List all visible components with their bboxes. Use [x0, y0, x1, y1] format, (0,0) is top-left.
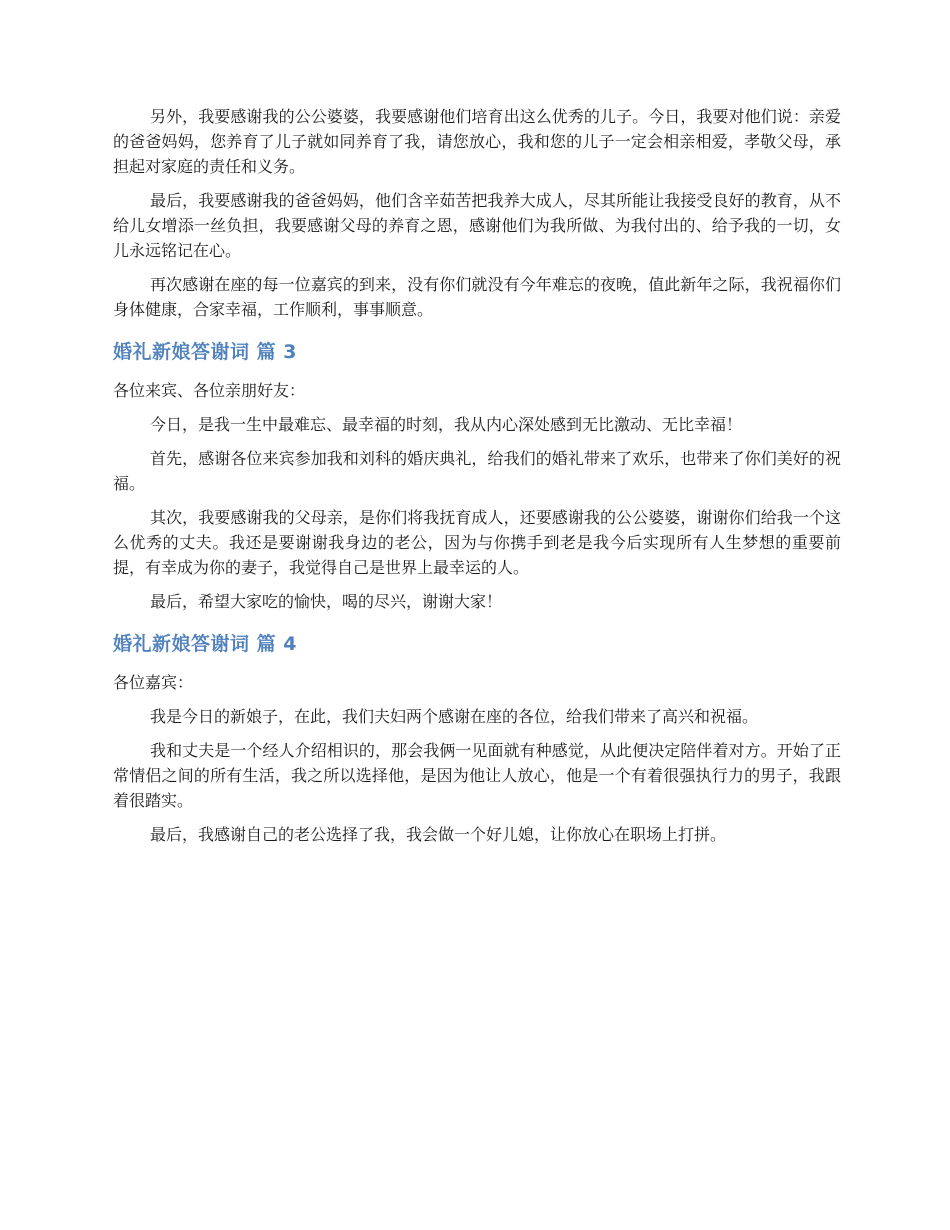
body-paragraph: 其次，我要感谢我的父母亲，是你们将我抚育成人，还要感谢我的公公婆婆，谢谢你们给我一个这么优秀的丈夫。我还是要谢谢我身边的老公，因为与你携手到老是我今后实现所有人生梦想的重要前提，有幸成为你的妻子，我觉得自己是世界上最幸运的人。 — [113, 508, 841, 577]
section-heading-4: 婚礼新娘答谢词 篇 4 — [113, 633, 297, 655]
body-paragraph: 我和丈夫是一个经人介绍相识的，那会我俩一见面就有种感觉，从此便决定陪伴着对方。开始了正常情侣之间的所有生活，我之所以选择他，是因为他让人放心，他是一个有着很强执行力的男子，我跟着很踏实。 — [113, 741, 841, 810]
body-paragraph: 最后，希望大家吃的愉快，喝的尽兴，谢谢大家！ — [150, 592, 503, 611]
body-paragraph: 首先，感谢各位来宾参加我和刘科的婚庆典礼，给我们的婚礼带来了欢乐，也带来了你们美好的祝福。 — [113, 449, 841, 493]
document-page — [113, 104, 841, 847]
body-paragraph: 今日，是我一生中最难忘、最幸福的时刻，我从内心深处感到无比激动、无比幸福！ — [150, 415, 743, 434]
body-paragraph: 最后，我感谢自己的老公选择了我，我会做一个好儿媳，让你放心在职场上打拼。 — [150, 825, 727, 844]
salutation: 各位嘉宾： — [113, 673, 194, 692]
salutation: 各位来宾、各位亲朋好友： — [113, 381, 306, 400]
body-paragraph: 再次感谢在座的每一位嘉宾的到来，没有你们就没有今年难忘的夜晚，值此新年之际，我祝福你们身体健康，合家幸福，工作顺利，事事顺意。 — [113, 275, 841, 319]
body-paragraph: 最后，我要感谢我的爸爸妈妈，他们含辛茹苦把我养大成人，尽其所能让我接受良好的教育，从不给儿女增添一丝负担，我要感谢父母的养育之恩，感谢他们为我所做、为我付出的、给予我的一切，女儿永远铭记在心。 — [113, 191, 841, 260]
body-paragraph: 我是今日的新娘子，在此，我们夫妇两个感谢在座的各位，给我们带来了高兴和祝福。 — [150, 707, 759, 726]
body-paragraph: 另外，我要感谢我的公公婆婆，我要感谢他们培育出这么优秀的儿子。今日，我要对他们说：亲爱的爸爸妈妈，您养育了儿子就如同养育了我，请您放心，我和您的儿子一定会相亲相爱，孝敬父母，承担起对家庭的责任和义务。 — [113, 107, 841, 176]
section-heading-3: 婚礼新娘答谢词 篇 3 — [113, 341, 297, 363]
